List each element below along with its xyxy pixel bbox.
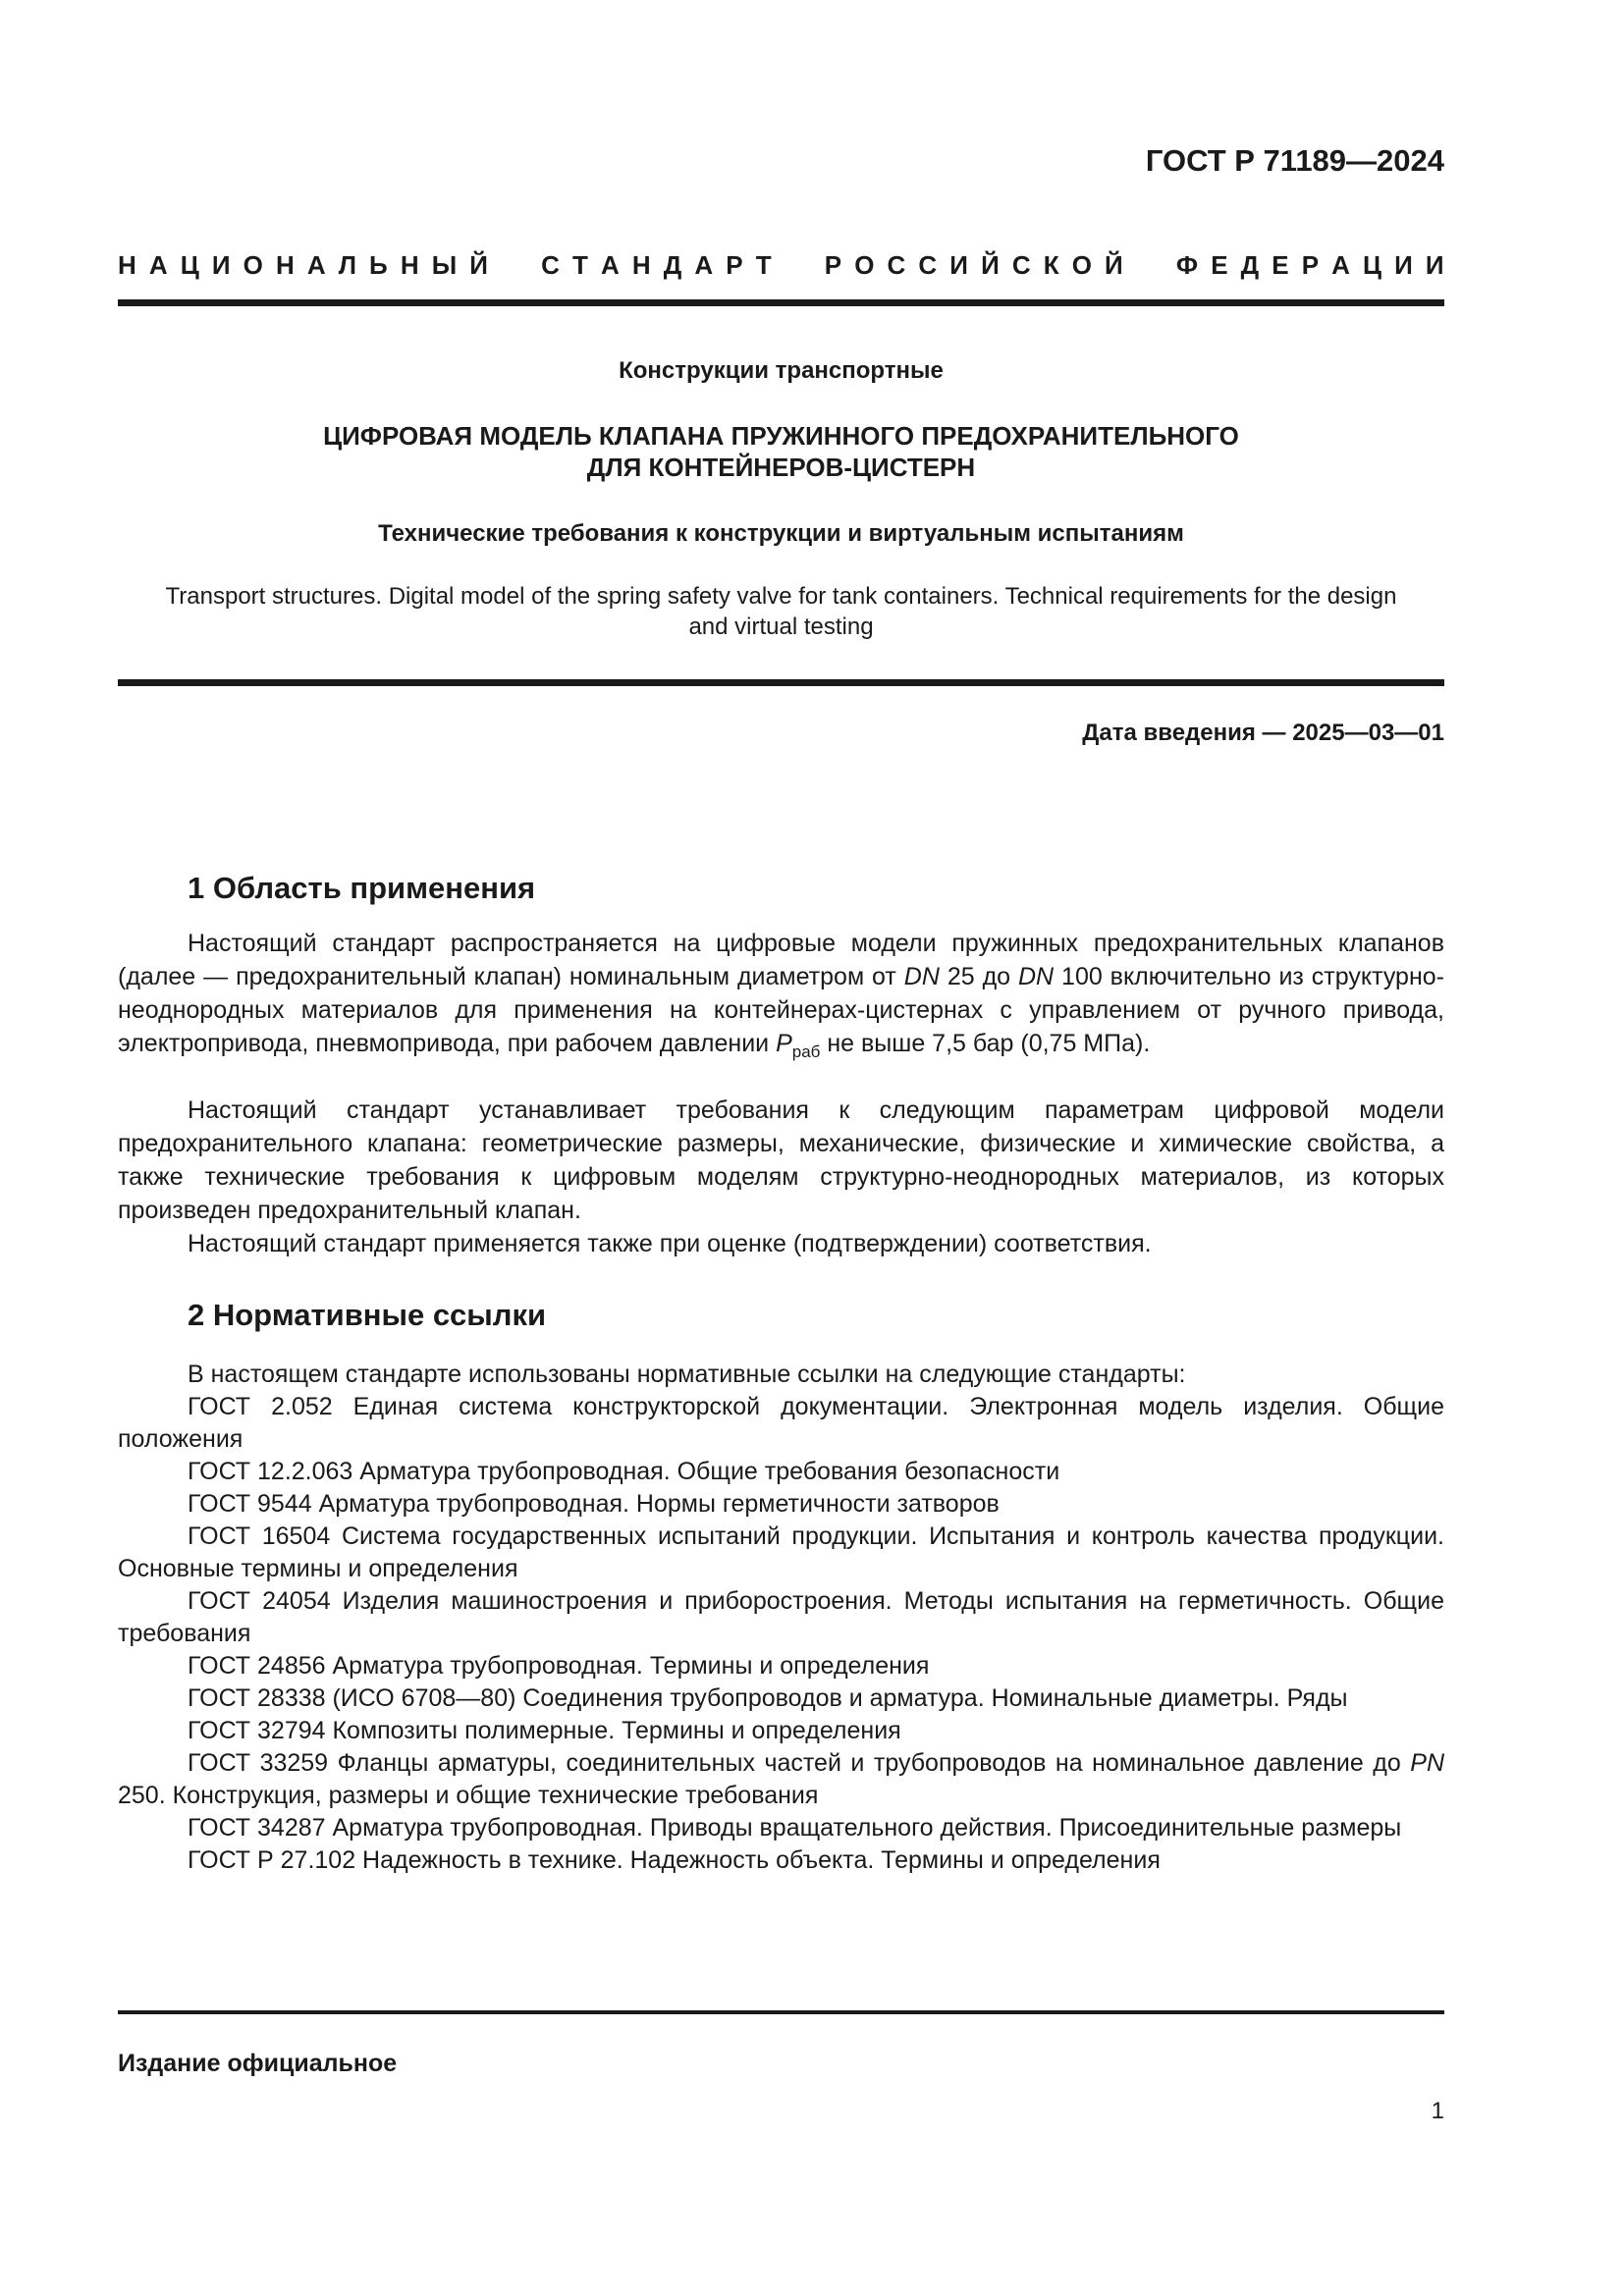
section-2-intro: В настоящем стандарте использованы нормативные ссылки на следующие стандарты: xyxy=(188,1361,1186,1388)
national-banner-letter: Р xyxy=(1301,250,1320,280)
reference-item: ГОСТ 9544 Арматура трубопроводная. Нормы герметичности затворов xyxy=(188,1490,1000,1518)
national-banner-letter: Р xyxy=(824,250,842,280)
national-banner-letter: И xyxy=(949,250,968,280)
english-title-line2: and virtual testing xyxy=(688,614,874,640)
national-banner-letter: И xyxy=(1394,250,1413,280)
section-1-paragraph-3: Настоящий стандарт применяется также при оценке (подтверждении) соответствия. xyxy=(188,1230,1152,1257)
section-1-paragraph-2: Настоящий стандарт устанавливает требования к следующим параметрам цифровой модели предохранительного клапана: геометрические размеры, механические, физические и химические свойства, а также технические требования к цифровым моделям структурно-неоднородных материалов, из которых произведен предохранительный клапан. xyxy=(118,1096,1444,1224)
reference-item: ГОСТ 24856 Арматура трубопроводная. Термины и определения xyxy=(188,1652,930,1680)
national-banner-letter: Р xyxy=(726,250,743,280)
document-subtitle: Технические требования к конструкции и виртуальным испытаниям xyxy=(378,520,1184,547)
national-banner-letter: О xyxy=(1071,250,1092,280)
reference-item: ГОСТ 33259 Фланцы арматуры, соединительных частей и трубопроводов на номинальное давление до PN 250. Конструкция, размеры и общие технические требования xyxy=(118,1749,1444,1809)
national-banner-letter: Д xyxy=(1240,250,1260,280)
national-banner-gap xyxy=(785,250,812,281)
national-banner-letter: С xyxy=(541,250,560,280)
national-banner-letter: С xyxy=(887,250,906,280)
national-banner-letter: О xyxy=(243,250,263,280)
national-banner-letter: А xyxy=(1331,250,1350,280)
reference-item: ГОСТ 2.052 Единая система конструкторской документации. Электронная модель изделия. Общие положения xyxy=(118,1393,1444,1453)
document-main-title xyxy=(118,420,1444,483)
introduction-date: Дата введения — 2025—03—01 xyxy=(1082,720,1444,746)
reference-item: ГОСТ 12.2.063 Арматура трубопроводная. Общие требования безопасности xyxy=(188,1458,1060,1485)
national-banner-letter: Й xyxy=(981,250,1000,280)
section-1-paragraph-1: Настоящий стандарт распространяется на цифровые модели пружинных предохранительных клапанов (далее — предохранительный клапан) номинальным диаметром от DN 25 до DN 100 включительно из структурно-неоднородных материалов для применения на контейнерах-цистернах с управлением от ручного привода, электропривода, пневмопривода, при рабочем давлении $P_{раб}$ не выше 7,5 бар (0,75 МПа). xyxy=(118,930,1444,1061)
national-banner-letter: А xyxy=(694,250,714,280)
footer-divider xyxy=(118,2010,1444,2014)
reference-item: ГОСТ Р 27.102 Надежность в технике. Надежность объекта. Термины и определения xyxy=(188,1846,1161,1874)
national-banner-letter: Й xyxy=(1105,250,1123,280)
title-divider xyxy=(118,679,1444,686)
national-banner-letter: К xyxy=(1043,250,1059,280)
national-banner-letter: Ц xyxy=(180,250,199,280)
national-banner-letter: С xyxy=(918,250,938,280)
official-edition-label: Издание официальное xyxy=(118,2050,398,2077)
section-2-heading: 2 Нормативные ссылки xyxy=(188,1298,547,1332)
national-banner-letter: Ф xyxy=(1175,250,1199,280)
national-standard-banner xyxy=(118,250,1444,281)
national-banner-letter: Ц xyxy=(1363,250,1381,280)
national-banner-letter: Н xyxy=(275,250,295,280)
standard-number: ГОСТ Р 71189—2024 xyxy=(1145,143,1444,178)
national-banner-letter: Н xyxy=(631,250,651,280)
national-banner-letter: Е xyxy=(1272,250,1289,280)
national-banner-letter: И xyxy=(1425,250,1444,280)
reference-item: ГОСТ 34287 Арматура трубопроводная. Приводы вращательного действия. Присоединительные размеры xyxy=(188,1814,1402,1842)
english-title-line1: Transport structures. Digital model of the spring safety valve for tank containers. Technical requirements for the design xyxy=(165,583,1397,610)
pressure-subscript: раб xyxy=(791,1042,821,1061)
national-banner-letter: А xyxy=(306,250,326,280)
document-group-title: Конструкции транспортные xyxy=(619,357,944,384)
national-banner-gap xyxy=(501,250,528,281)
page-number: 1 xyxy=(1431,2098,1444,2124)
main-title-line2: ДЛЯ КОНТЕЙНЕРОВ-ЦИСТЕРН xyxy=(586,453,976,482)
dn-symbol: DN xyxy=(903,963,940,990)
national-banner-letter: О xyxy=(854,250,875,280)
national-banner-letter: Ь xyxy=(369,250,388,280)
national-banner-letter: Л xyxy=(338,250,356,280)
national-banner-letter: Й xyxy=(469,250,488,280)
national-banner-letter: А xyxy=(148,250,168,280)
english-title xyxy=(118,581,1444,642)
national-banner-letter: С xyxy=(1011,250,1031,280)
section-1-heading: 1 Область применения xyxy=(188,871,536,905)
national-banner-letter: И xyxy=(211,250,231,280)
top-divider xyxy=(118,299,1444,306)
national-banner-letter: Т xyxy=(755,250,772,280)
reference-item: ГОСТ 24054 Изделия машиностроения и приборостроения. Методы испытания на герметичность. Общие требования xyxy=(118,1587,1444,1647)
national-banner-letter: Е xyxy=(1211,250,1228,280)
national-banner-letter: Д xyxy=(663,250,682,280)
national-banner-letter: Т xyxy=(572,250,588,280)
pressure-symbol: P xyxy=(776,1030,792,1057)
reference-item: ГОСТ 16504 Система государственных испытаний продукции. Испытания и контроль качества продукции. Основные термины и определения xyxy=(118,1522,1444,1582)
national-banner-letter: Н xyxy=(400,250,419,280)
reference-item: ГОСТ 32794 Композиты полимерные. Термины и определения xyxy=(188,1717,901,1744)
main-title-line1: ЦИФРОВАЯ МОДЕЛЬ КЛАПАНА ПРУЖИННОГО ПРЕДОХРАНИТЕЛЬНОГО xyxy=(323,421,1239,451)
reference-item: ГОСТ 28338 (ИСО 6708—80) Соединения трубопроводов и арматура. Номинальные диаметры. Ряды xyxy=(188,1684,1348,1712)
dn-symbol: DN xyxy=(1018,963,1055,990)
national-banner-gap xyxy=(1136,250,1164,281)
national-banner-letter: Н xyxy=(118,250,136,280)
national-banner-letter: Ы xyxy=(431,250,458,280)
national-banner-letter: А xyxy=(601,250,620,280)
reference-list xyxy=(118,1391,1444,1877)
pn-symbol: PN xyxy=(1410,1749,1444,1777)
